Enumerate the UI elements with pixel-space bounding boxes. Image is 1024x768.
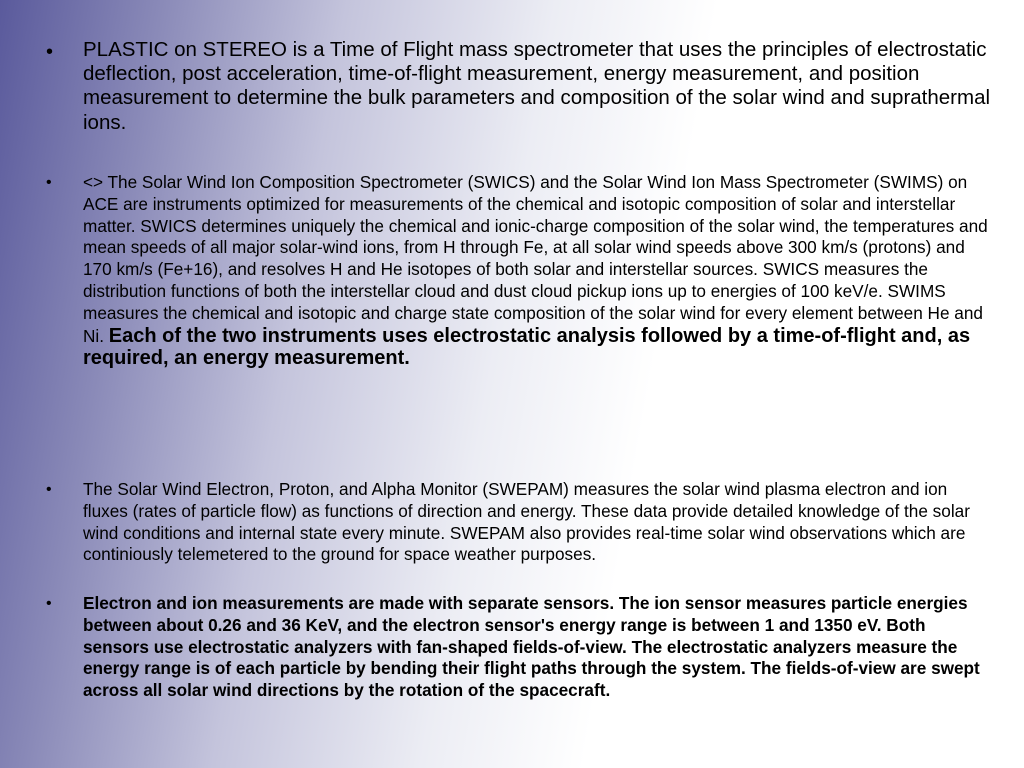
bullet-text-emphasis: Each of the two instruments uses electrostatic analysis followed by a time-of-flight and, as required, an energy measurement.	[83, 324, 971, 370]
bullet-text: Electron and ion measurements are made with separate sensors. The ion sensor measures particle energies between about 0.26 and 36 KeV, and the electron sensor's energy range is between 1 and 1350 eV. Both sensors use electrostatic analyzers with fan-shaped fields-of-view. The electrostatic analyzers measure the energy range is of each particle by bending their flight paths through the system. The fields-of-view are swept across all solar wind directions by the rotation of the spacecraft.	[83, 593, 980, 701]
bullet-text	[83, 172, 993, 370]
bullet-text: PLASTIC on STEREO is a Time of Flight mass spectrometer that uses the principles of electrostatic deflection, post acceleration, time-of-flight measurement, energy measurement, and position measurement to determine the bulk parameters and composition of the solar wind and suprathermal ions.	[83, 38, 991, 134]
bullet-text: The Solar Wind Electron, Proton, and Alpha Monitor (SWEPAM) measures the solar wind plasma electron and ion fluxes (rates of particle flow) as functions of direction and energy. These data provide detailed knowledge of the solar wind conditions and internal state every minute. SWEPAM also provides real-time solar wind observations which are continiously telemetered to the ground for space weather purposes.	[83, 479, 970, 565]
bullet-dot: •	[46, 41, 54, 63]
bullet-text-regular: <> The Solar Wind Ion Composition Spectrometer (SWICS) and the Solar Wind Ion Mass Spectrometer (SWIMS) on ACE are instruments optimized for measurements of the chemical and isotopic composition of solar and interstellar matter. SWICS determines uniquely the chemical and ionic-charge composition of the solar wind, the temperatures and mean speeds of all major solar-wind ions, from H through Fe, at all solar wind speeds above 300 km/s (protons) and 170 km/s (Fe+16), and resolves H and He isotopes of both solar and interstellar sources. SWICS measures the distribution functions of both the interstellar cloud and dust cloud pickup ions up to energies of 100 keV/e. SWIMS measures the chemical and isotopic and charge state composition of the solar wind for every element between He and Ni.	[83, 172, 988, 346]
bullet-dot: •	[46, 481, 52, 498]
bullet-dot: •	[46, 595, 52, 612]
bullet-dot: •	[46, 174, 52, 191]
